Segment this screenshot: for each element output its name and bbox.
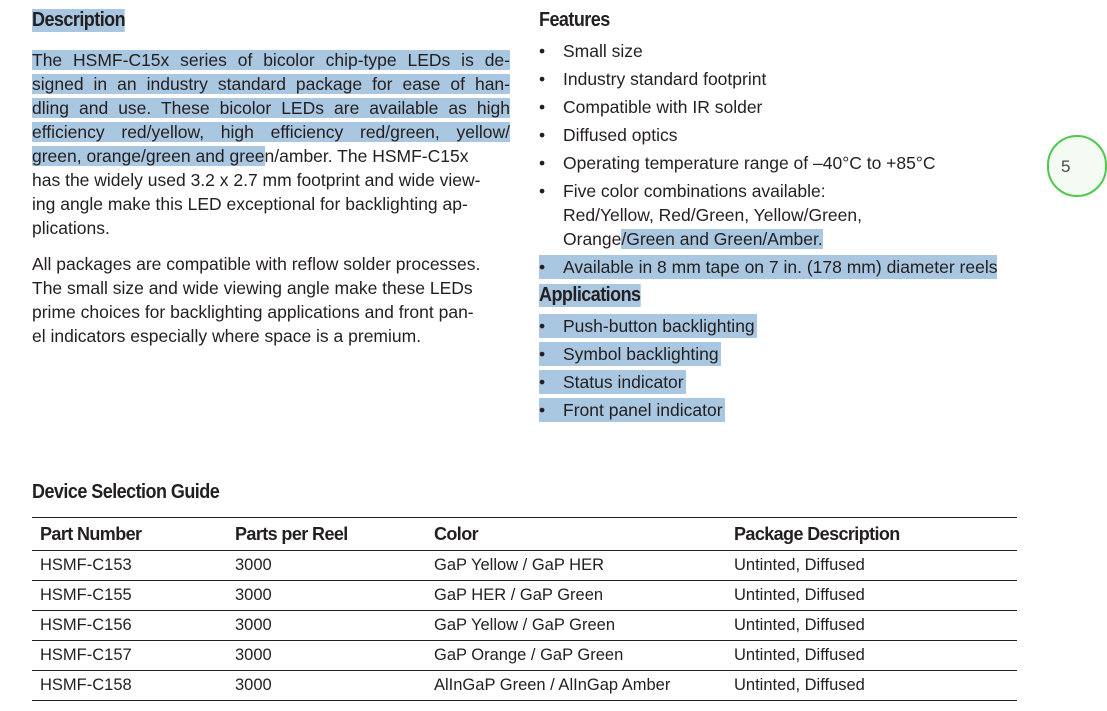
description-paragraph-1: [32, 48, 510, 240]
features-list: [539, 39, 997, 279]
column-header-parts-per-reel: Parts per Reel: [227, 518, 426, 551]
device-selection-table: [32, 517, 1017, 701]
applications-heading: [539, 284, 652, 307]
desc2-line-3: prime choices for backlighting applications and front pan-: [32, 302, 474, 322]
desc2-line-1: All packages are compatible with reflow solder processes.: [32, 254, 481, 274]
bullet-icon: •: [539, 125, 546, 145]
desc-line-3: dling and use. These bicolor LEDs are available as high: [32, 98, 510, 118]
table-row: HSMF-C158 3000 AlInGaP Green / AlInGap Amber Untinted, Diffused: [32, 671, 1017, 701]
device-selection-guide-heading: [32, 481, 240, 504]
applications-title: Applications: [539, 284, 641, 306]
list-item: • Industry standard footprint: [539, 69, 767, 89]
bullet-icon: •: [539, 257, 546, 277]
bullet-icon: •: [539, 316, 546, 336]
desc-line-5b: n/amber. The HSMF-C15x: [264, 146, 469, 166]
desc2-line-2: The small size and wide viewing angle make these LEDs: [32, 278, 473, 298]
list-item: • Small size: [539, 41, 643, 61]
list-item: • Operating temperature range of –40°C to +85°C: [539, 153, 936, 173]
bullet-icon: •: [539, 372, 546, 392]
table-row: HSMF-C155 3000 GaP HER / GaP Green Untinted, Diffused: [32, 581, 1017, 611]
features-heading: [539, 9, 618, 32]
list-item: • Diffused optics: [539, 125, 678, 145]
features-title: Features: [539, 9, 610, 31]
list-item: • Symbol backlighting: [539, 344, 719, 364]
desc-line-4: efficiency red/yellow, high efficiency red/green, yellow/: [32, 122, 510, 142]
description-title: Description: [32, 9, 126, 31]
bullet-icon: •: [539, 344, 546, 364]
list-item-tape-reels: • Available in 8 mm tape on 7 in. (178 mm) diameter reels: [539, 257, 998, 277]
list-item: • Status indicator: [539, 372, 684, 392]
desc-line-7: ing angle make this LED exceptional for backlighting ap-: [32, 194, 468, 214]
table-row: HSMF-C153 3000 GaP Yellow / GaP HER Untinted, Diffused: [32, 551, 1017, 581]
table-row: HSMF-C157 3000 GaP Orange / GaP Green Untinted, Diffused: [32, 641, 1017, 671]
bullet-icon: •: [539, 41, 546, 61]
bullet-icon: •: [539, 153, 546, 173]
table-header-row: [32, 518, 1017, 551]
device-selection-guide-title: Device Selection Guide: [32, 481, 220, 503]
list-item: • Front panel indicator: [539, 400, 723, 420]
bullet-icon: •: [539, 69, 546, 89]
description-heading: [32, 9, 135, 32]
bullet-icon: •: [539, 97, 546, 117]
desc-line-6: has the widely used 3.2 x 2.7 mm footprint and wide view-: [32, 170, 481, 190]
bullet-icon: •: [539, 181, 546, 201]
page-tab-label: 5: [1061, 157, 1071, 176]
desc2-line-4: el indicators especially where space is a premium.: [32, 326, 422, 346]
desc-line-2: signed in an industry standard package for ease of han-: [32, 74, 510, 94]
column-header-package-description: Package Description: [726, 518, 1017, 551]
column-header-part-number: Part Number: [32, 518, 227, 551]
desc-line-1: The HSMF-C15x series of bicolor chip-type LEDs is de-: [32, 50, 510, 70]
list-item: • Compatible with IR solder: [539, 97, 763, 117]
description-paragraph-2: [32, 252, 510, 348]
column-header-color: Color: [426, 518, 726, 551]
list-item: • Push-button backlighting: [539, 316, 755, 336]
applications-list: [539, 314, 757, 426]
list-item-color-combinations: • Five color combinations available: Red/Yellow, Red/Green, Yellow/Green, Orange/Green and Green/Amber.: [539, 181, 862, 249]
desc-line-5a: green, orange/green and gree: [32, 146, 265, 166]
table-row: HSMF-C156 3000 GaP Yellow / GaP Green Untinted, Diffused: [32, 611, 1017, 641]
bullet-icon: •: [539, 400, 546, 420]
page-tab[interactable]: [1047, 135, 1107, 197]
desc-line-8: plications.: [32, 218, 110, 238]
